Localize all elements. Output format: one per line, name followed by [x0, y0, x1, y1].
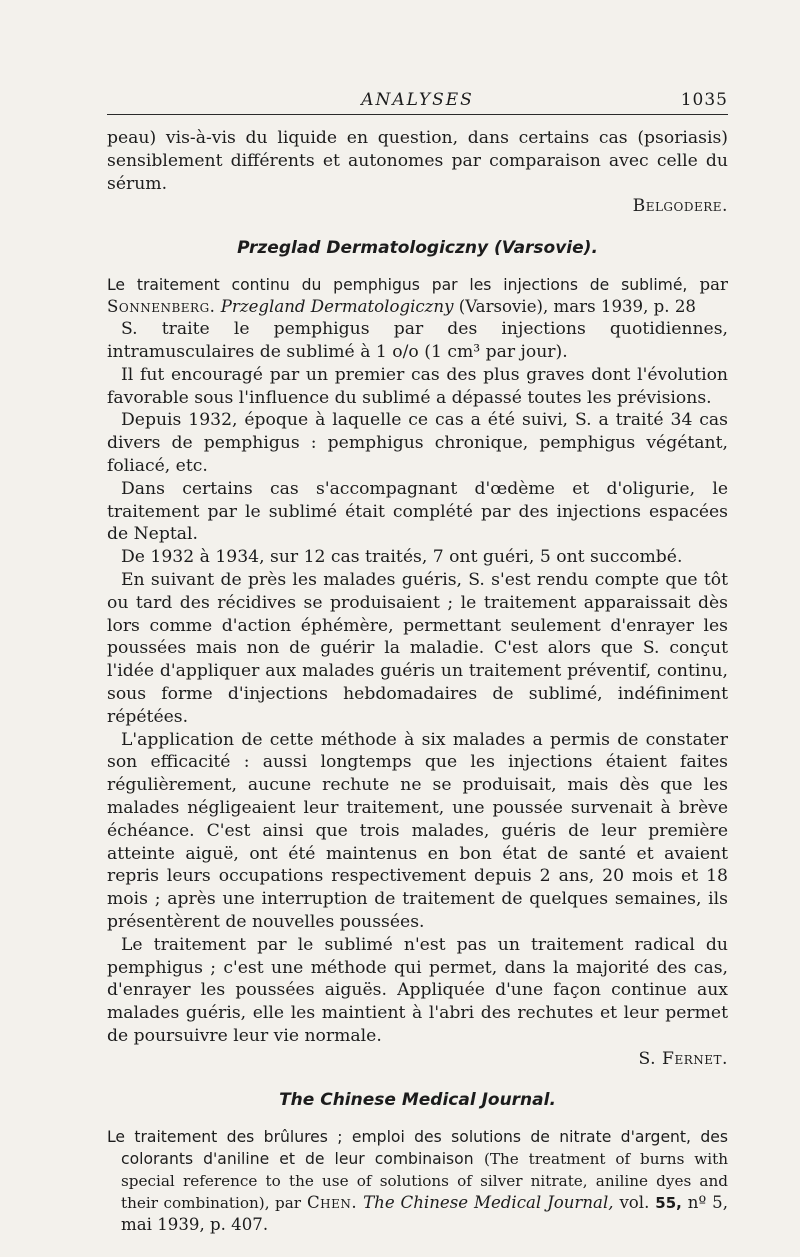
journal-heading-chinese: The Chinese Medical Journal. [279, 1090, 556, 1111]
page-number: 1035 [680, 90, 728, 110]
article-title: Le traitement des brûlures ; emploi des solutions de nitrate d'argent, des colorants d'aniline et de leur combinaison [107, 1128, 728, 1169]
paragraph: Il fut encouragé par un premier cas des plus graves dont l'évolution favorable sous l'influence du sublimé a dépassé toutes les prévisions. [107, 364, 728, 408]
paragraph: Le traitement par le sublimé n'est pas un traitement radical du pemphigus ; c'est une méthode qui permet, dans la majorité des cas, d'enrayer les poussées aiguës. Appliquée d'une façon continue aux malades guéris, elle les maintient à l'abri des rechutes et leur permet de poursuivre leur vie normale. [107, 934, 728, 1046]
running-title: ANALYSES [361, 90, 474, 110]
journal-heading-przeglad: Przeglad Dermatologiczny (Varsovie). [237, 238, 598, 259]
volume-number: 55, [655, 1194, 682, 1213]
signature-belgodere [107, 195, 728, 218]
signature-text: S. Fernet. [638, 1048, 728, 1069]
article-header-chen [107, 1126, 728, 1236]
byline-par: par [699, 275, 728, 295]
author-name: Chen. [306, 1193, 358, 1213]
volume-prefix: vol. [619, 1193, 650, 1213]
running-header [107, 86, 728, 115]
date-page: mai 1939, p. 407. [121, 1215, 269, 1235]
signature-text: Belgodere. [632, 196, 728, 217]
journal-name: Przegland Dermatologiczny [220, 297, 454, 317]
journal-name: The Chinese Medical Journal, [363, 1193, 614, 1213]
paragraph: Dans certains cas s'accompagnant d'œdème et d'oligurie, le traitement par le sublimé était complété par des injections espacées de Neptal. [107, 478, 728, 545]
paragraph: L'application de cette méthode à six malades a permis de constater son efficacité : aussi longtemps que les injections étaient faites régulièrement, aucune rechute ne se produisait, mais dès que les malades négligeaient leur traitement, une poussée survenait à brève échéance. C'est ainsi que trois malades, guéris de leur première atteinte aiguë, ont été maintenus en bon état de santé et avaient repris leurs occupations respectivement depuis 2 ans, 20 mois et 18 mois ; après une interruption de traitement de quelques semaines, ils présentèrent de nouvelles poussées. [107, 729, 728, 932]
paragraph: Depuis 1932, époque à laquelle ce cas a été suivi, S. a traité 34 cas divers de pemphigus : pemphigus chronique, pemphigus végétant, foliacé, etc. [107, 410, 728, 476]
paragraph: En suivant de près les malades guéris, S. s'est rendu compte que tôt ou tard des récidives se produisaient ; le traitement apparaissait dès lors comme d'action éphémère, permettant seulement d'enrayer les poussées mais non de guérir la maladie. C'est alors que S. conçut l'idée d'appliquer aux malades guéris un traitement préventif, continu, sous forme d'injections hebdomadaires de sublimé, indéfiniment répétées. [107, 569, 728, 727]
issue-number: nº 5, [687, 1193, 729, 1213]
continuation-paragraph: peau) vis-à-vis du liquide en question, dans certains cas (psoriasis) sensiblement différents et autonomes par comparaison avec celle du sérum. [107, 128, 728, 194]
paragraph: De 1932 à 1934, sur 12 cas traités, 7 ont guéri, 5 ont succombé. [121, 547, 683, 568]
article-title: Le traitement continu du pemphigus par les injections de sublimé, [107, 276, 688, 295]
paragraph: S. traite le pemphigus par des injections quotidiennes, intramusculaires de sublimé à 1 o/o (1 cm³ par jour). [107, 319, 728, 362]
citation: (Varsovie), mars 1939, p. 28 [458, 297, 696, 317]
article-header-sonnenberg [107, 274, 728, 318]
english-title: (The treatment of burns with special reference to the use of solutions of silver nitrate, aniline dyes and their combination), par [121, 1150, 729, 1213]
signature-fernet [107, 1048, 728, 1071]
author-name: Sonnenberg. [107, 297, 216, 317]
